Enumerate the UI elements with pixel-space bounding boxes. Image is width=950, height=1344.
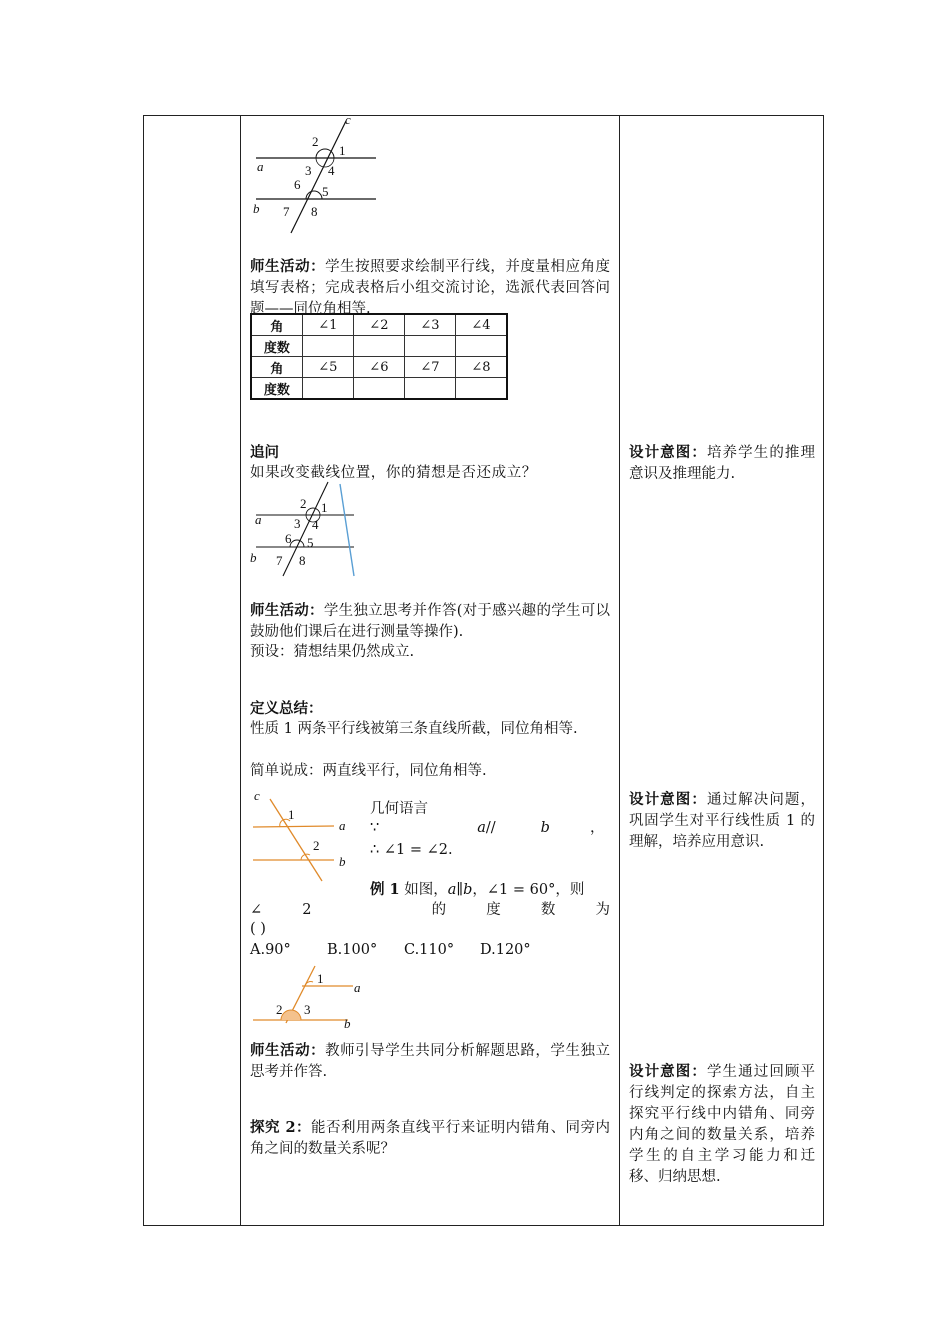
design-intent-2-label: 设计意图： xyxy=(629,791,707,808)
definition-label: 定义总结： xyxy=(250,700,323,717)
table-cell: ∠5 xyxy=(302,357,353,378)
angle-label-2: 2 xyxy=(300,496,307,511)
q-de: 的 xyxy=(431,902,447,918)
q-wei: 为 xyxy=(595,902,610,918)
example-1 xyxy=(370,879,610,901)
label-a: a xyxy=(339,818,346,833)
simple-statement: 简单说成：两直线平行，同位角相等. xyxy=(250,763,487,779)
figure-parallel-lines-1 xyxy=(250,115,390,240)
because-b: b xyxy=(540,820,550,836)
angle-label-1: 1 xyxy=(339,143,346,158)
design-intent-3 xyxy=(629,1061,815,1188)
explore-2 xyxy=(250,1117,610,1160)
teacher-activity-2-text: 学生独立思考并作答(对于感兴趣的学生可以鼓励他们课后在进行测量等操作). xyxy=(250,603,611,640)
design-intent-1 xyxy=(629,442,815,485)
column-divider-right xyxy=(619,116,620,1225)
q-du: 度 xyxy=(486,902,501,918)
answer-options xyxy=(250,940,531,961)
parallel-symbol: // xyxy=(485,820,496,836)
figure-parallel-lines-2 xyxy=(248,480,368,580)
angle-label-3: 3 xyxy=(305,163,312,178)
because-a: a xyxy=(477,820,486,836)
design-intent-1-text: 培养学生的推理意识及推理能力. xyxy=(629,445,816,482)
because-comma: ， xyxy=(589,820,605,836)
option-b: B.100° xyxy=(327,942,378,958)
angle-label-3: 3 xyxy=(294,516,301,531)
table-cell: ∠4 xyxy=(455,314,507,336)
parallel-bars-symbol: ∥ xyxy=(456,882,464,898)
angle-label-5: 5 xyxy=(322,184,329,199)
label-b: b xyxy=(253,201,260,216)
example-text: 如图， xyxy=(404,882,448,898)
label-b: b xyxy=(339,854,346,869)
angle-label-7: 7 xyxy=(276,553,283,568)
design-intent-1-label: 设计意图： xyxy=(629,444,707,461)
geometry-therefore-line: ∴ ∠1 = ∠2. xyxy=(370,842,453,858)
angle-label-8: 8 xyxy=(299,553,306,568)
angle-label-1: 1 xyxy=(321,500,328,515)
angle-label-7: 7 xyxy=(283,204,290,219)
table-cell xyxy=(404,336,455,357)
q-shu: 数 xyxy=(540,902,556,918)
teacher-activity-2-label: 师生活动： xyxy=(250,602,324,619)
angle-label-4: 4 xyxy=(328,163,335,178)
label-a: a xyxy=(354,980,361,995)
table-cell: ∠6 xyxy=(353,357,404,378)
followup-label: 追问 xyxy=(250,444,279,461)
angle-label-5: 5 xyxy=(307,535,314,550)
angle-measure-table xyxy=(250,313,508,400)
teacher-activity-2-preset: 预设：猜想结果仍然成立. xyxy=(250,644,415,660)
table-cell xyxy=(353,378,404,400)
teacher-activity-2 xyxy=(250,600,610,643)
label-a: a xyxy=(257,159,264,174)
q-angle: ∠ xyxy=(250,902,263,918)
teacher-activity-3-text: 教师引导学生共同分析解题思路，学生独立思考并作答. xyxy=(250,1043,610,1080)
option-c: C.110° xyxy=(404,942,455,958)
design-intent-3-label: 设计意图： xyxy=(629,1063,707,1080)
followup-text: 如果改变截线位置，你的猜想是否还成立？ xyxy=(250,465,537,481)
table-cell: ∠1 xyxy=(302,314,353,336)
teacher-activity-3-label: 师生活动： xyxy=(250,1042,326,1059)
figure-example-angles xyxy=(250,962,365,1034)
angle-label-2: 2 xyxy=(313,838,320,853)
table-cell xyxy=(404,378,455,400)
geometry-language-title: 几何语言 xyxy=(370,801,428,817)
figure-corresponding-angles xyxy=(250,785,362,885)
table-cell: 度数 xyxy=(251,378,302,400)
label-a: a xyxy=(255,512,262,527)
example-label: 例 1 xyxy=(370,881,400,898)
option-a: A.90° xyxy=(250,942,291,958)
design-intent-2 xyxy=(629,789,815,853)
table-row xyxy=(251,378,507,400)
table-cell: 角 xyxy=(251,314,302,336)
table-cell: ∠8 xyxy=(455,357,507,378)
angle-label-1: 1 xyxy=(317,971,324,986)
angle-label-8: 8 xyxy=(311,204,318,219)
example-cond-b: b xyxy=(463,882,473,898)
angle-label-6: 6 xyxy=(285,531,292,546)
table-row xyxy=(251,314,507,336)
table-row xyxy=(251,336,507,357)
label-c: c xyxy=(254,788,260,803)
table-cell xyxy=(353,336,404,357)
teacher-activity-1-text: 学生按照要求绘制平行线，并度量相应角度填写表格；完成表格后小组交流讨论，选派代表回答问题——同位角相等. xyxy=(250,259,610,317)
angle-label-2: 2 xyxy=(276,1002,283,1017)
property-1-text: 性质 1 两条平行线被第三条直线所截，同位角相等. xyxy=(250,721,578,737)
table-cell xyxy=(302,336,353,357)
geometry-because-line xyxy=(370,818,610,839)
angle-label-2: 2 xyxy=(312,134,319,149)
design-intent-2-text: 通过解决问题，巩固学生对平行线性质 1 的理解，培养应用意识. xyxy=(629,792,816,850)
design-intent-3-text: 学生通过回顾平行线判定的探索方法，自主探究平行线中内错角、同旁内角之间的数量关系，培养学生的自主学习能力和迁移、归纳思想. xyxy=(629,1064,816,1185)
table-cell xyxy=(455,336,507,357)
angle-label-1: 1 xyxy=(288,807,295,822)
table-row xyxy=(251,357,507,378)
because-symbol: ∵ xyxy=(370,820,380,836)
table-cell: 度数 xyxy=(251,336,302,357)
example-question-line xyxy=(250,900,610,921)
q-num: 2 xyxy=(302,902,312,918)
angle-label-3: 3 xyxy=(304,1002,311,1017)
label-c: c xyxy=(345,115,351,127)
label-b: b xyxy=(344,1016,351,1031)
example-cond-a: a xyxy=(447,882,457,898)
explore-2-label: 探究 2： xyxy=(250,1119,312,1136)
table-cell xyxy=(455,378,507,400)
teacher-activity-1 xyxy=(250,256,610,320)
table-cell: ∠7 xyxy=(404,357,455,378)
table-cell: ∠2 xyxy=(353,314,404,336)
table-cell: ∠3 xyxy=(404,314,455,336)
angle-label-4: 4 xyxy=(312,517,319,532)
table-cell xyxy=(302,378,353,400)
teacher-activity-3 xyxy=(250,1040,610,1083)
column-divider-left xyxy=(240,116,241,1225)
example-condition: ，∠1 = 60°，则 xyxy=(472,882,585,898)
teacher-activity-1-label: 师生活动： xyxy=(250,258,326,275)
option-d: D.120° xyxy=(480,942,531,958)
angle-label-6: 6 xyxy=(294,177,301,192)
label-b: b xyxy=(250,550,257,565)
table-cell: 角 xyxy=(251,357,302,378)
answer-blank: ( ) xyxy=(250,921,266,937)
explore-2-text: 能否利用两条直线平行来证明内错角、同旁内角之间的数量关系呢？ xyxy=(250,1120,611,1157)
